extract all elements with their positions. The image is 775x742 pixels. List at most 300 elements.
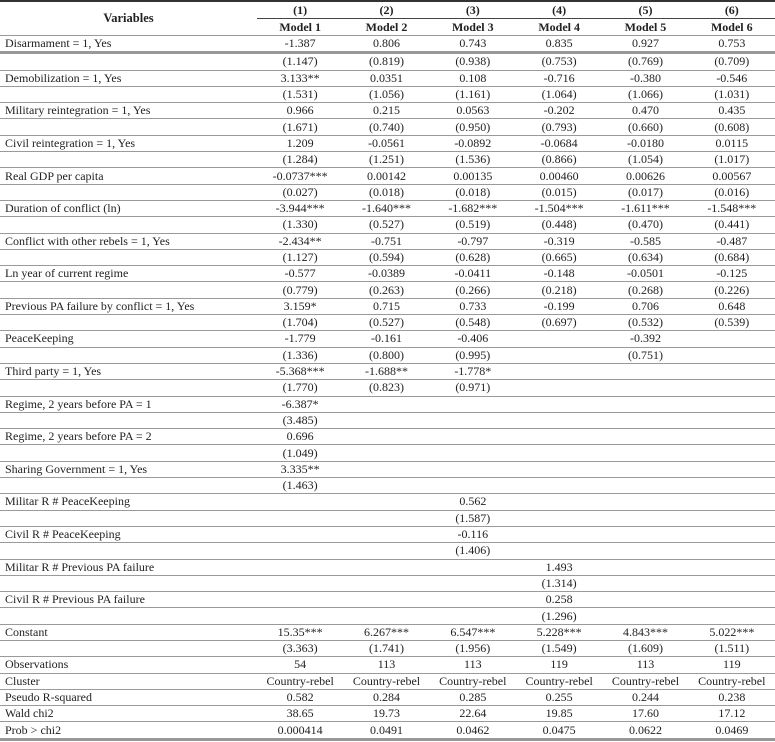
cell-value — [516, 429, 602, 445]
cell-value: -1.682*** — [430, 200, 516, 216]
cell-value: 3.159* — [257, 298, 343, 314]
cell-value: 5.228*** — [516, 624, 602, 640]
cell-value — [689, 331, 775, 347]
cell-value: -0.716 — [516, 70, 602, 86]
coefficient-row — [0, 429, 775, 445]
cell-value — [257, 510, 343, 526]
cell-value: 0.715 — [343, 298, 429, 314]
cell-value: -0.319 — [516, 233, 602, 249]
cell-value: -0.392 — [602, 331, 688, 347]
cell-value: (0.634) — [602, 249, 688, 265]
cell-value — [602, 445, 688, 461]
cell-value: -5.368*** — [257, 363, 343, 379]
standard-error-row — [0, 217, 775, 233]
statistic-row — [0, 706, 775, 722]
cell-value: (0.819) — [343, 53, 429, 70]
coefficient-row — [0, 36, 775, 53]
cell-value — [430, 559, 516, 575]
cell-value: -0.585 — [602, 233, 688, 249]
cell-value: 0.927 — [602, 36, 688, 53]
cell-value: (0.608) — [689, 119, 775, 135]
statistic-row — [0, 689, 775, 705]
cell-value — [257, 526, 343, 542]
cell-value: (1.609) — [602, 640, 688, 656]
cell-value: (0.779) — [257, 282, 343, 298]
cell-value: (1.147) — [257, 53, 343, 70]
cell-value — [257, 608, 343, 624]
cell-value: -0.161 — [343, 331, 429, 347]
cell-value: (0.470) — [602, 217, 688, 233]
row-label — [0, 184, 257, 200]
statistic-row — [0, 722, 775, 739]
cell-value: 19.73 — [343, 706, 429, 722]
cell-value — [343, 592, 429, 608]
row-label — [0, 445, 257, 461]
standard-error-row — [0, 347, 775, 363]
cell-value: 3.133** — [257, 70, 343, 86]
cell-value — [430, 608, 516, 624]
cell-value: (1.770) — [257, 380, 343, 396]
cell-value — [602, 559, 688, 575]
row-label: Regime, 2 years before PA = 1 — [0, 396, 257, 412]
cell-value: (1.336) — [257, 347, 343, 363]
cell-value — [602, 478, 688, 494]
standard-error-row — [0, 608, 775, 624]
cell-value: -1.387 — [257, 36, 343, 53]
row-label: Pseudo R-squared — [0, 689, 257, 705]
cell-value: -0.577 — [257, 266, 343, 282]
cell-value: 0.470 — [602, 103, 688, 119]
cell-value — [602, 380, 688, 396]
standard-error-row — [0, 282, 775, 298]
cell-value: -0.0501 — [602, 266, 688, 282]
row-label: Disarmament = 1, Yes — [0, 36, 257, 53]
row-label: Militar R # Previous PA failure — [0, 559, 257, 575]
cell-value: -1.611*** — [602, 200, 688, 216]
cell-value: (0.266) — [430, 282, 516, 298]
cell-value: 0.706 — [602, 298, 688, 314]
cell-value: (0.938) — [430, 53, 516, 70]
cell-value — [689, 543, 775, 559]
cell-value — [689, 494, 775, 510]
cell-value — [516, 445, 602, 461]
cell-value — [257, 543, 343, 559]
cell-value: (1.511) — [689, 640, 775, 656]
cell-value: 17.60 — [602, 706, 688, 722]
cell-value: 0.966 — [257, 103, 343, 119]
cell-value — [689, 608, 775, 624]
cell-value: (1.127) — [257, 249, 343, 265]
row-label — [0, 347, 257, 363]
cell-value: (1.064) — [516, 86, 602, 102]
column-number: (4) — [516, 1, 602, 19]
row-label: Civil R # PeaceKeeping — [0, 526, 257, 542]
cell-value — [689, 396, 775, 412]
cell-value — [689, 510, 775, 526]
cell-value: 3.335** — [257, 461, 343, 477]
cell-value: (0.709) — [689, 53, 775, 70]
cell-value: 0.0462 — [430, 722, 516, 739]
cell-value: (0.268) — [602, 282, 688, 298]
cell-value: (1.056) — [343, 86, 429, 102]
row-label: Real GDP per capita — [0, 168, 257, 184]
cell-value: -1.778* — [430, 363, 516, 379]
cell-value: (1.031) — [689, 86, 775, 102]
row-label — [0, 380, 257, 396]
cell-value — [430, 445, 516, 461]
header-row-numbers — [0, 1, 775, 19]
coefficient-row — [0, 135, 775, 151]
row-label: Wald chi2 — [0, 706, 257, 722]
cell-value: -3.944*** — [257, 200, 343, 216]
cell-value: 0.0115 — [689, 135, 775, 151]
row-label: Prob > chi2 — [0, 722, 257, 739]
column-number: (1) — [257, 1, 343, 19]
cell-value — [602, 608, 688, 624]
cell-value: (0.548) — [430, 315, 516, 331]
cell-value: (0.697) — [516, 315, 602, 331]
cell-value — [516, 510, 602, 526]
column-number: (5) — [602, 1, 688, 19]
coefficient-row — [0, 396, 775, 412]
cell-value — [343, 396, 429, 412]
column-model-name: Model 2 — [343, 19, 429, 36]
row-label — [0, 282, 257, 298]
cell-value — [602, 494, 688, 510]
cell-value: (0.753) — [516, 53, 602, 70]
cell-value — [257, 592, 343, 608]
cell-value — [689, 461, 775, 477]
coefficient-row — [0, 363, 775, 379]
cell-value — [516, 380, 602, 396]
cell-value: 4.843*** — [602, 624, 688, 640]
cell-value: -2.434** — [257, 233, 343, 249]
cell-value: 0.0622 — [602, 722, 688, 739]
row-label: Militar R # PeaceKeeping — [0, 494, 257, 510]
cell-value — [689, 380, 775, 396]
cell-value — [516, 347, 602, 363]
cell-value — [602, 510, 688, 526]
cell-value: (1.463) — [257, 478, 343, 494]
cell-value — [343, 608, 429, 624]
cell-value: 6.267*** — [343, 624, 429, 640]
cell-value: (0.769) — [602, 53, 688, 70]
cell-value: (1.956) — [430, 640, 516, 656]
cell-value: 0.753 — [689, 36, 775, 53]
column-model-name: Model 1 — [257, 19, 343, 36]
cell-value — [343, 429, 429, 445]
row-label: Conflict with other rebels = 1, Yes — [0, 233, 257, 249]
cell-value: (0.015) — [516, 184, 602, 200]
cell-value — [257, 559, 343, 575]
cell-value — [689, 559, 775, 575]
cell-value — [430, 592, 516, 608]
row-label — [0, 510, 257, 526]
cell-value: (0.527) — [343, 315, 429, 331]
cell-value — [689, 526, 775, 542]
variables-header: Variables — [0, 1, 257, 36]
coefficient-row — [0, 461, 775, 477]
cell-value — [343, 412, 429, 428]
cell-value — [430, 396, 516, 412]
coefficient-row — [0, 526, 775, 542]
row-label — [0, 575, 257, 591]
cell-value: 1.209 — [257, 135, 343, 151]
cell-value — [516, 526, 602, 542]
cell-value — [343, 478, 429, 494]
cell-value: 0.000414 — [257, 722, 343, 739]
cell-value — [602, 396, 688, 412]
cell-value: (0.740) — [343, 119, 429, 135]
standard-error-row — [0, 249, 775, 265]
cell-value — [689, 445, 775, 461]
cell-value: Country-rebel — [430, 673, 516, 689]
cell-value: (1.314) — [516, 575, 602, 591]
cell-value: 1.493 — [516, 559, 602, 575]
cell-value: 0.00626 — [602, 168, 688, 184]
cell-value: 54 — [257, 657, 343, 673]
cell-value: (3.363) — [257, 640, 343, 656]
row-label: Cluster — [0, 673, 257, 689]
cell-value: 15.35*** — [257, 624, 343, 640]
row-label: Civil R # Previous PA failure — [0, 592, 257, 608]
cell-value: (1.161) — [430, 86, 516, 102]
row-label: Regime, 2 years before PA = 2 — [0, 429, 257, 445]
row-label — [0, 249, 257, 265]
cell-value: (0.800) — [343, 347, 429, 363]
row-label — [0, 478, 257, 494]
coefficient-row — [0, 266, 775, 282]
column-model-name: Model 5 — [602, 19, 688, 36]
cell-value — [602, 575, 688, 591]
cell-value — [602, 592, 688, 608]
row-label: Civil reintegration = 1, Yes — [0, 135, 257, 151]
cell-value — [516, 363, 602, 379]
standard-error-row — [0, 510, 775, 526]
standard-error-row — [0, 86, 775, 102]
row-label: Military reintegration = 1, Yes — [0, 103, 257, 119]
cell-value — [430, 478, 516, 494]
standard-error-row — [0, 152, 775, 168]
cell-value — [516, 461, 602, 477]
cell-value — [430, 461, 516, 477]
cell-value: 0.0491 — [343, 722, 429, 739]
cell-value: 0.00135 — [430, 168, 516, 184]
cell-value: -1.504*** — [516, 200, 602, 216]
cell-value: 0.0563 — [430, 103, 516, 119]
cell-value: -0.199 — [516, 298, 602, 314]
row-label: Demobilization = 1, Yes — [0, 70, 257, 86]
cell-value: -0.0411 — [430, 266, 516, 282]
cell-value — [602, 526, 688, 542]
row-label: Observations — [0, 657, 257, 673]
cell-value: (0.594) — [343, 249, 429, 265]
cell-value — [343, 559, 429, 575]
cell-value: (0.519) — [430, 217, 516, 233]
row-label — [0, 543, 257, 559]
cell-value: (1.330) — [257, 217, 343, 233]
row-label — [0, 86, 257, 102]
cell-value: (0.218) — [516, 282, 602, 298]
statistic-row — [0, 657, 775, 673]
column-model-name: Model 3 — [430, 19, 516, 36]
row-label: Third party = 1, Yes — [0, 363, 257, 379]
cell-value — [343, 510, 429, 526]
cell-value: 0.285 — [430, 689, 516, 705]
cell-value: -0.125 — [689, 266, 775, 282]
standard-error-row — [0, 412, 775, 428]
cell-value: 0.284 — [343, 689, 429, 705]
cell-value — [257, 494, 343, 510]
cell-value: -0.0389 — [343, 266, 429, 282]
cell-value: 0.244 — [602, 689, 688, 705]
cell-value: (0.628) — [430, 249, 516, 265]
cell-value — [516, 543, 602, 559]
cell-value: (1.054) — [602, 152, 688, 168]
standard-error-row — [0, 575, 775, 591]
cell-value: 0.733 — [430, 298, 516, 314]
cell-value: (1.049) — [257, 445, 343, 461]
cell-value: 0.696 — [257, 429, 343, 445]
row-label: Ln year of current regime — [0, 266, 257, 282]
row-label: Sharing Government = 1, Yes — [0, 461, 257, 477]
cell-value — [689, 429, 775, 445]
cell-value: 5.022*** — [689, 624, 775, 640]
cell-value: 0.00460 — [516, 168, 602, 184]
column-model-name: Model 4 — [516, 19, 602, 36]
cell-value: Country-rebel — [516, 673, 602, 689]
cell-value: 0.255 — [516, 689, 602, 705]
cell-value: -0.202 — [516, 103, 602, 119]
cell-value: 6.547*** — [430, 624, 516, 640]
cell-value: (0.684) — [689, 249, 775, 265]
cell-value: 0.238 — [689, 689, 775, 705]
cell-value: 0.00142 — [343, 168, 429, 184]
cell-value: 0.0469 — [689, 722, 775, 739]
coefficient-row — [0, 70, 775, 86]
cell-value: 0.215 — [343, 103, 429, 119]
cell-value: -0.380 — [602, 70, 688, 86]
cell-value: (1.284) — [257, 152, 343, 168]
coefficient-row — [0, 592, 775, 608]
cell-value: Country-rebel — [689, 673, 775, 689]
cell-value: (0.263) — [343, 282, 429, 298]
cell-value: Country-rebel — [257, 673, 343, 689]
cell-value — [343, 543, 429, 559]
cell-value — [516, 412, 602, 428]
cell-value — [343, 445, 429, 461]
cell-value — [689, 478, 775, 494]
cell-value — [516, 494, 602, 510]
coefficient-row — [0, 331, 775, 347]
cell-value — [430, 429, 516, 445]
cell-value: 0.582 — [257, 689, 343, 705]
cell-value: 38.65 — [257, 706, 343, 722]
cell-value — [602, 412, 688, 428]
cell-value: (0.660) — [602, 119, 688, 135]
coefficient-row — [0, 233, 775, 249]
cell-value — [602, 429, 688, 445]
cell-value: -0.0684 — [516, 135, 602, 151]
cell-value: -1.548*** — [689, 200, 775, 216]
row-label: Constant — [0, 624, 257, 640]
cell-value: (0.665) — [516, 249, 602, 265]
cell-value: -0.546 — [689, 70, 775, 86]
cell-value — [343, 575, 429, 591]
cell-value — [689, 363, 775, 379]
cell-value — [689, 412, 775, 428]
cell-value: 0.00567 — [689, 168, 775, 184]
cell-value: (0.751) — [602, 347, 688, 363]
row-label: PeaceKeeping — [0, 331, 257, 347]
cell-value: (1.066) — [602, 86, 688, 102]
cell-value — [343, 494, 429, 510]
cell-value: 0.835 — [516, 36, 602, 53]
cell-value: 19.85 — [516, 706, 602, 722]
cell-value: (0.539) — [689, 315, 775, 331]
cell-value — [430, 575, 516, 591]
cell-value: Country-rebel — [343, 673, 429, 689]
cell-value: 0.108 — [430, 70, 516, 86]
cell-value — [689, 575, 775, 591]
cell-value: 0.648 — [689, 298, 775, 314]
cell-value: -1.779 — [257, 331, 343, 347]
cell-value: -0.406 — [430, 331, 516, 347]
row-label — [0, 412, 257, 428]
coefficient-row — [0, 494, 775, 510]
cell-value: (0.448) — [516, 217, 602, 233]
cell-value: (1.704) — [257, 315, 343, 331]
standard-error-row — [0, 478, 775, 494]
cell-value: 0.258 — [516, 592, 602, 608]
cell-value: -0.148 — [516, 266, 602, 282]
cell-value: (0.950) — [430, 119, 516, 135]
cell-value: (3.485) — [257, 412, 343, 428]
cell-value: -0.751 — [343, 233, 429, 249]
cell-value — [602, 543, 688, 559]
row-label: Previous PA failure by conflict = 1, Yes — [0, 298, 257, 314]
coefficient-row — [0, 298, 775, 314]
cell-value: (0.017) — [602, 184, 688, 200]
cell-value — [689, 592, 775, 608]
coefficient-row — [0, 559, 775, 575]
cell-value: -1.640*** — [343, 200, 429, 216]
cell-value: (1.296) — [516, 608, 602, 624]
cell-value: 17.12 — [689, 706, 775, 722]
cell-value: -0.0737*** — [257, 168, 343, 184]
cell-value: -0.0892 — [430, 135, 516, 151]
column-model-name: Model 6 — [689, 19, 775, 36]
row-label — [0, 119, 257, 135]
cell-value: 113 — [343, 657, 429, 673]
cell-value — [602, 363, 688, 379]
cell-value: 0.562 — [430, 494, 516, 510]
cell-value: 0.806 — [343, 36, 429, 53]
cell-value: Country-rebel — [602, 673, 688, 689]
cell-value: (0.226) — [689, 282, 775, 298]
cell-value: -0.487 — [689, 233, 775, 249]
cell-value: (0.018) — [430, 184, 516, 200]
statistic-row — [0, 673, 775, 689]
cell-value: 119 — [689, 657, 775, 673]
cell-value — [516, 478, 602, 494]
cell-value: (1.251) — [343, 152, 429, 168]
cell-value: 0.0475 — [516, 722, 602, 739]
cell-value: (0.971) — [430, 380, 516, 396]
cell-value — [257, 575, 343, 591]
cell-value: -0.0561 — [343, 135, 429, 151]
cell-value: (1.741) — [343, 640, 429, 656]
